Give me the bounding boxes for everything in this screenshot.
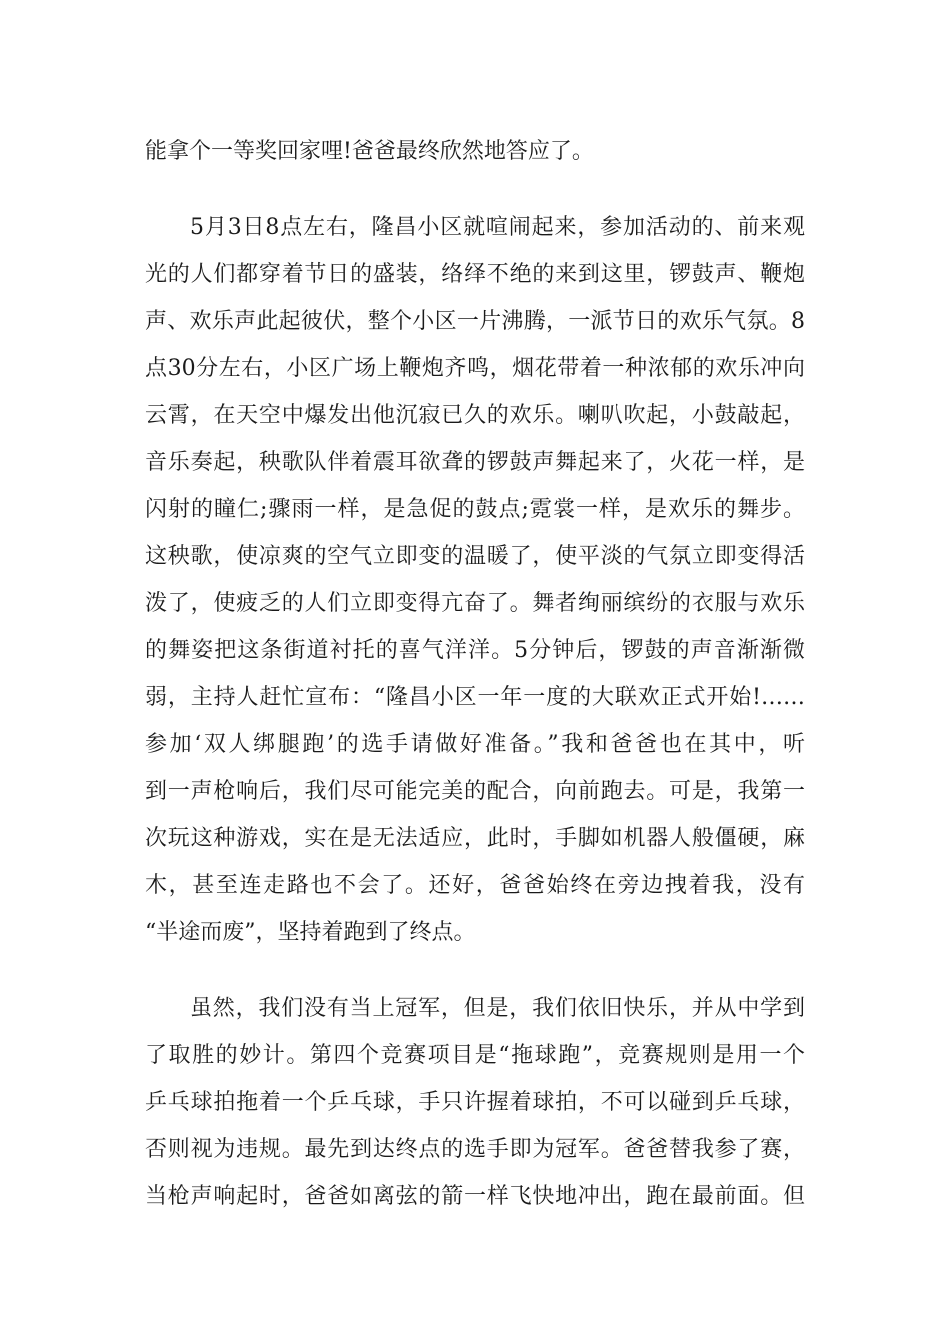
text-line-18: 虽然，我们没有当上冠军，但是，我们依旧快乐，并从中学到 (190, 996, 805, 1021)
text-line-5: 点30分左右，小区广场上鞭炮齐鸣，烟花带着一种浓郁的欢乐冲向 (145, 356, 805, 381)
text-line-12: 弱，主持人赶忙宣布：“隆昌小区一年一度的大联欢正式开始!…… (145, 685, 805, 710)
text-line-11: 的舞姿把这条街道衬托的喜气洋洋。5分钟后，锣鼓的声音渐渐微 (145, 638, 805, 663)
text-line-1: 能拿个一等奖回家哩!爸爸最终欣然地答应了。 (145, 139, 594, 164)
text-line-14: 到一声枪响后，我们尽可能完美的配合，向前跑去。可是，我第一 (145, 779, 805, 804)
text-line-3: 光的人们都穿着节日的盛装，络绎不绝的来到这里，锣鼓声、鞭炮 (145, 262, 805, 287)
text-line-9: 这秧歌，使凉爽的空气立即变的温暖了，使平淡的气氛立即变得活 (145, 544, 805, 569)
text-line-6: 云霄，在天空中爆发出他沉寂已久的欢乐。喇叭吹起，小鼓敲起， (145, 403, 805, 428)
text-line-20: 乒乓球拍拖着一个乒乓球，手只许握着球拍，不可以碰到乒乓球， (145, 1090, 805, 1115)
text-line-7: 音乐奏起，秧歌队伴着震耳欲聋的锣鼓声舞起来了，火花一样，是 (145, 450, 805, 475)
text-line-16: 木，甚至连走路也不会了。还好，爸爸始终在旁边拽着我，没有 (145, 873, 805, 898)
text-line-10: 泼了，使疲乏的人们立即变得亢奋了。舞者绚丽缤纷的衣服与欢乐 (145, 591, 805, 616)
text-line-22: 当枪声响起时，爸爸如离弦的箭一样飞快地冲出，跑在最前面。但 (145, 1184, 805, 1209)
text-line-8: 闪射的瞳仁;骤雨一样，是急促的鼓点;霓裳一样，是欢乐的舞步。 (145, 497, 805, 522)
text-line-4: 声、欢乐声此起彼伏，整个小区一片沸腾，一派节日的欢乐气氛。8 (145, 309, 805, 334)
text-line-15: 次玩这种游戏，实在是无法适应，此时，手脚如机器人般僵硬，麻 (145, 826, 805, 851)
text-line-2: 5月3日8点左右，隆昌小区就喧闹起来，参加活动的、前来观 (190, 215, 805, 240)
text-line-21: 否则视为违规。最先到达终点的选手即为冠军。爸爸替我参了赛， (145, 1137, 805, 1162)
text-line-13: 参加‘双人绑腿跑’的选手请做好准备。”我和爸爸也在其中，听 (145, 732, 805, 757)
text-line-19: 了取胜的妙计。第四个竞赛项目是“拖球跑”，竞赛规则是用一个 (145, 1043, 805, 1068)
text-line-17: “半途而废”，坚持着跑到了终点。 (145, 920, 476, 945)
